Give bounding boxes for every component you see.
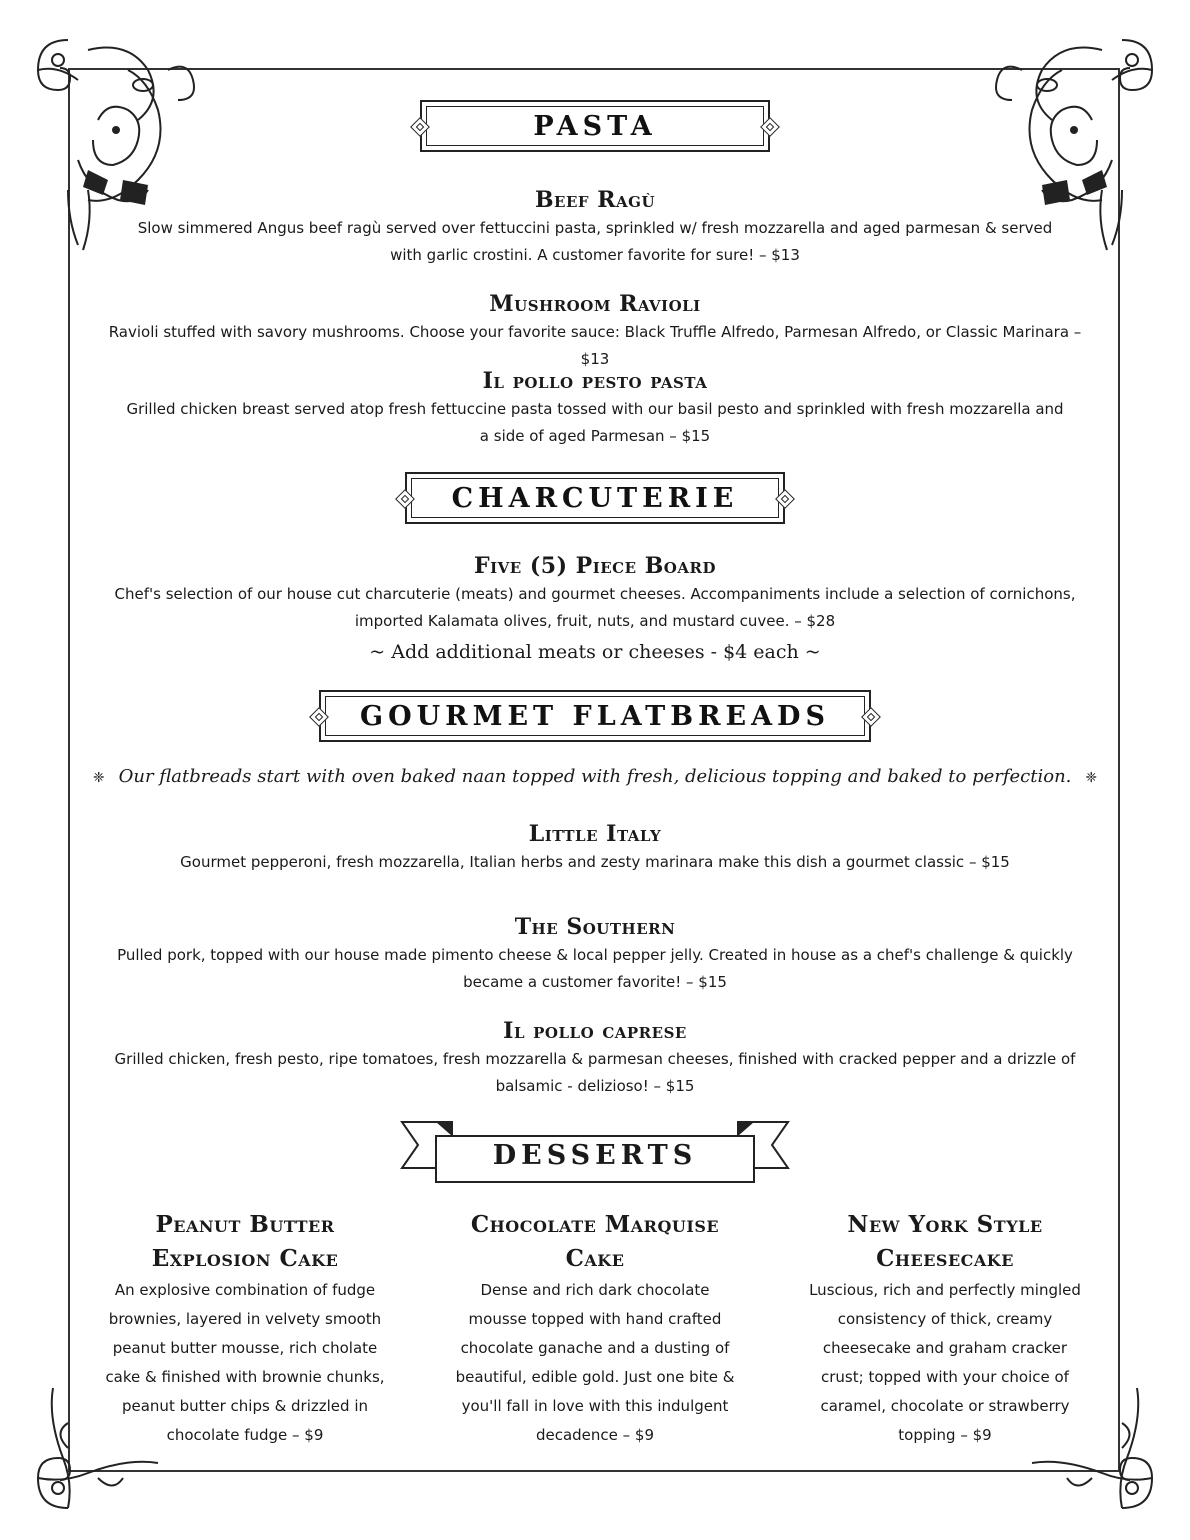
item-title: Chocolate Marquise Cake [470,1211,720,1272]
item-title: The Southern [514,914,676,940]
item-description: Pulled pork, topped with our house made pimento cheese & local pepper jelly. Created in house as a chef's challenge & quickly became a customer favorite! – $15 [117,946,1073,991]
section-title: CHARCUTERIE [411,478,779,518]
item-title: Il pollo caprese [503,1018,687,1044]
menu-item [100,551,1090,635]
item-description: Gourmet pepperoni, fresh mozzarella, Italian herbs and zesty marinara make this dish a gourmet classic – $15 [180,853,1010,871]
item-description: Grilled chicken, fresh pesto, ripe tomatoes, fresh mozzarella & parmesan cheeses, finished with cracked pepper and a drizzle of balsamic - delizioso! – $15 [114,1050,1076,1095]
menu-item [100,819,1090,876]
dessert-item [450,1208,740,1450]
item-title: Mushroom Ravioli [489,291,701,317]
menu-item [100,185,1090,269]
section-title: GOURMET FLATBREADS [325,696,865,736]
item-description: An explosive combination of fudge brownies, layered in velvety smooth peanut butter mousse, rich cholate cake & finished with brownie chunks, peanut butter chips & drizzled in chocolate fudge – $9 [105,1281,385,1444]
menu-item [100,289,1090,373]
add-on-note: ~ Add additional meats or cheeses - $4 each ~ [369,641,821,663]
menu-item [100,366,1090,450]
item-description: Ravioli stuffed with savory mushrooms. Choose your favorite sauce: Black Truffle Alfredo, Parmesan Alfredo, or Classic Marinara – $13 [108,323,1082,368]
tagline-text: Our flatbreads start with oven baked naan topped with fresh, delicious topping and baked to perfection. [118,766,1072,787]
desserts-section-banner [400,1118,790,1186]
item-title: Il pollo pesto pasta [482,368,708,394]
item-title: New York Style Cheesecake [847,1211,1043,1272]
item-title: Peanut Butter Explosion Cake [151,1211,339,1272]
section-title: DESSERTS [492,1140,698,1171]
flatbreads-section-banner [0,690,1190,742]
item-description: Luscious, rich and perfectly mingled consistency of thick, creamy cheesecake and graham cracker crust; topped with your choice of caramel, chocolate or strawberry topping – $9 [809,1281,1081,1444]
item-description: Chef's selection of our house cut charcuterie (meats) and gourmet cheeses. Accompaniments include a selection of cornichons, imported Kalamata olives, fruit, nuts, and mustard cuvee. – $28 [114,585,1076,630]
snowflake-icon: ❈ [92,770,105,786]
item-description: Slow simmered Angus beef ragù served over fettuccini pasta, sprinkled w/ fresh mozzarella and aged parmesan & served with garlic crostini. A customer favorite for sure! – $13 [137,219,1053,264]
section-title: PASTA [426,106,764,146]
item-title: Five (5) Piece Board [474,553,716,579]
item-description: Dense and rich dark chocolate mousse topped with hand crafted chocolate ganache and a dusting of beautiful, edible gold. Just one bite & you'll fall in love with this indulgent decadence – $9 [455,1281,735,1444]
menu-item [100,912,1090,996]
menu-item [100,1016,1090,1100]
pasta-section-banner [0,100,1190,152]
item-description: Grilled chicken breast served atop fresh fettuccine pasta tossed with our basil pesto and sprinkled with fresh mozzarella and a side of aged Parmesan – $15 [126,400,1064,445]
item-title: Beef Ragù [534,187,656,213]
dessert-item [100,1208,390,1450]
flatbread-tagline [0,766,1190,787]
charcuterie-section-banner [0,472,1190,524]
item-title: Little Italy [528,821,662,847]
snowflake-icon: ❈ [1085,770,1098,786]
dessert-item [800,1208,1090,1450]
